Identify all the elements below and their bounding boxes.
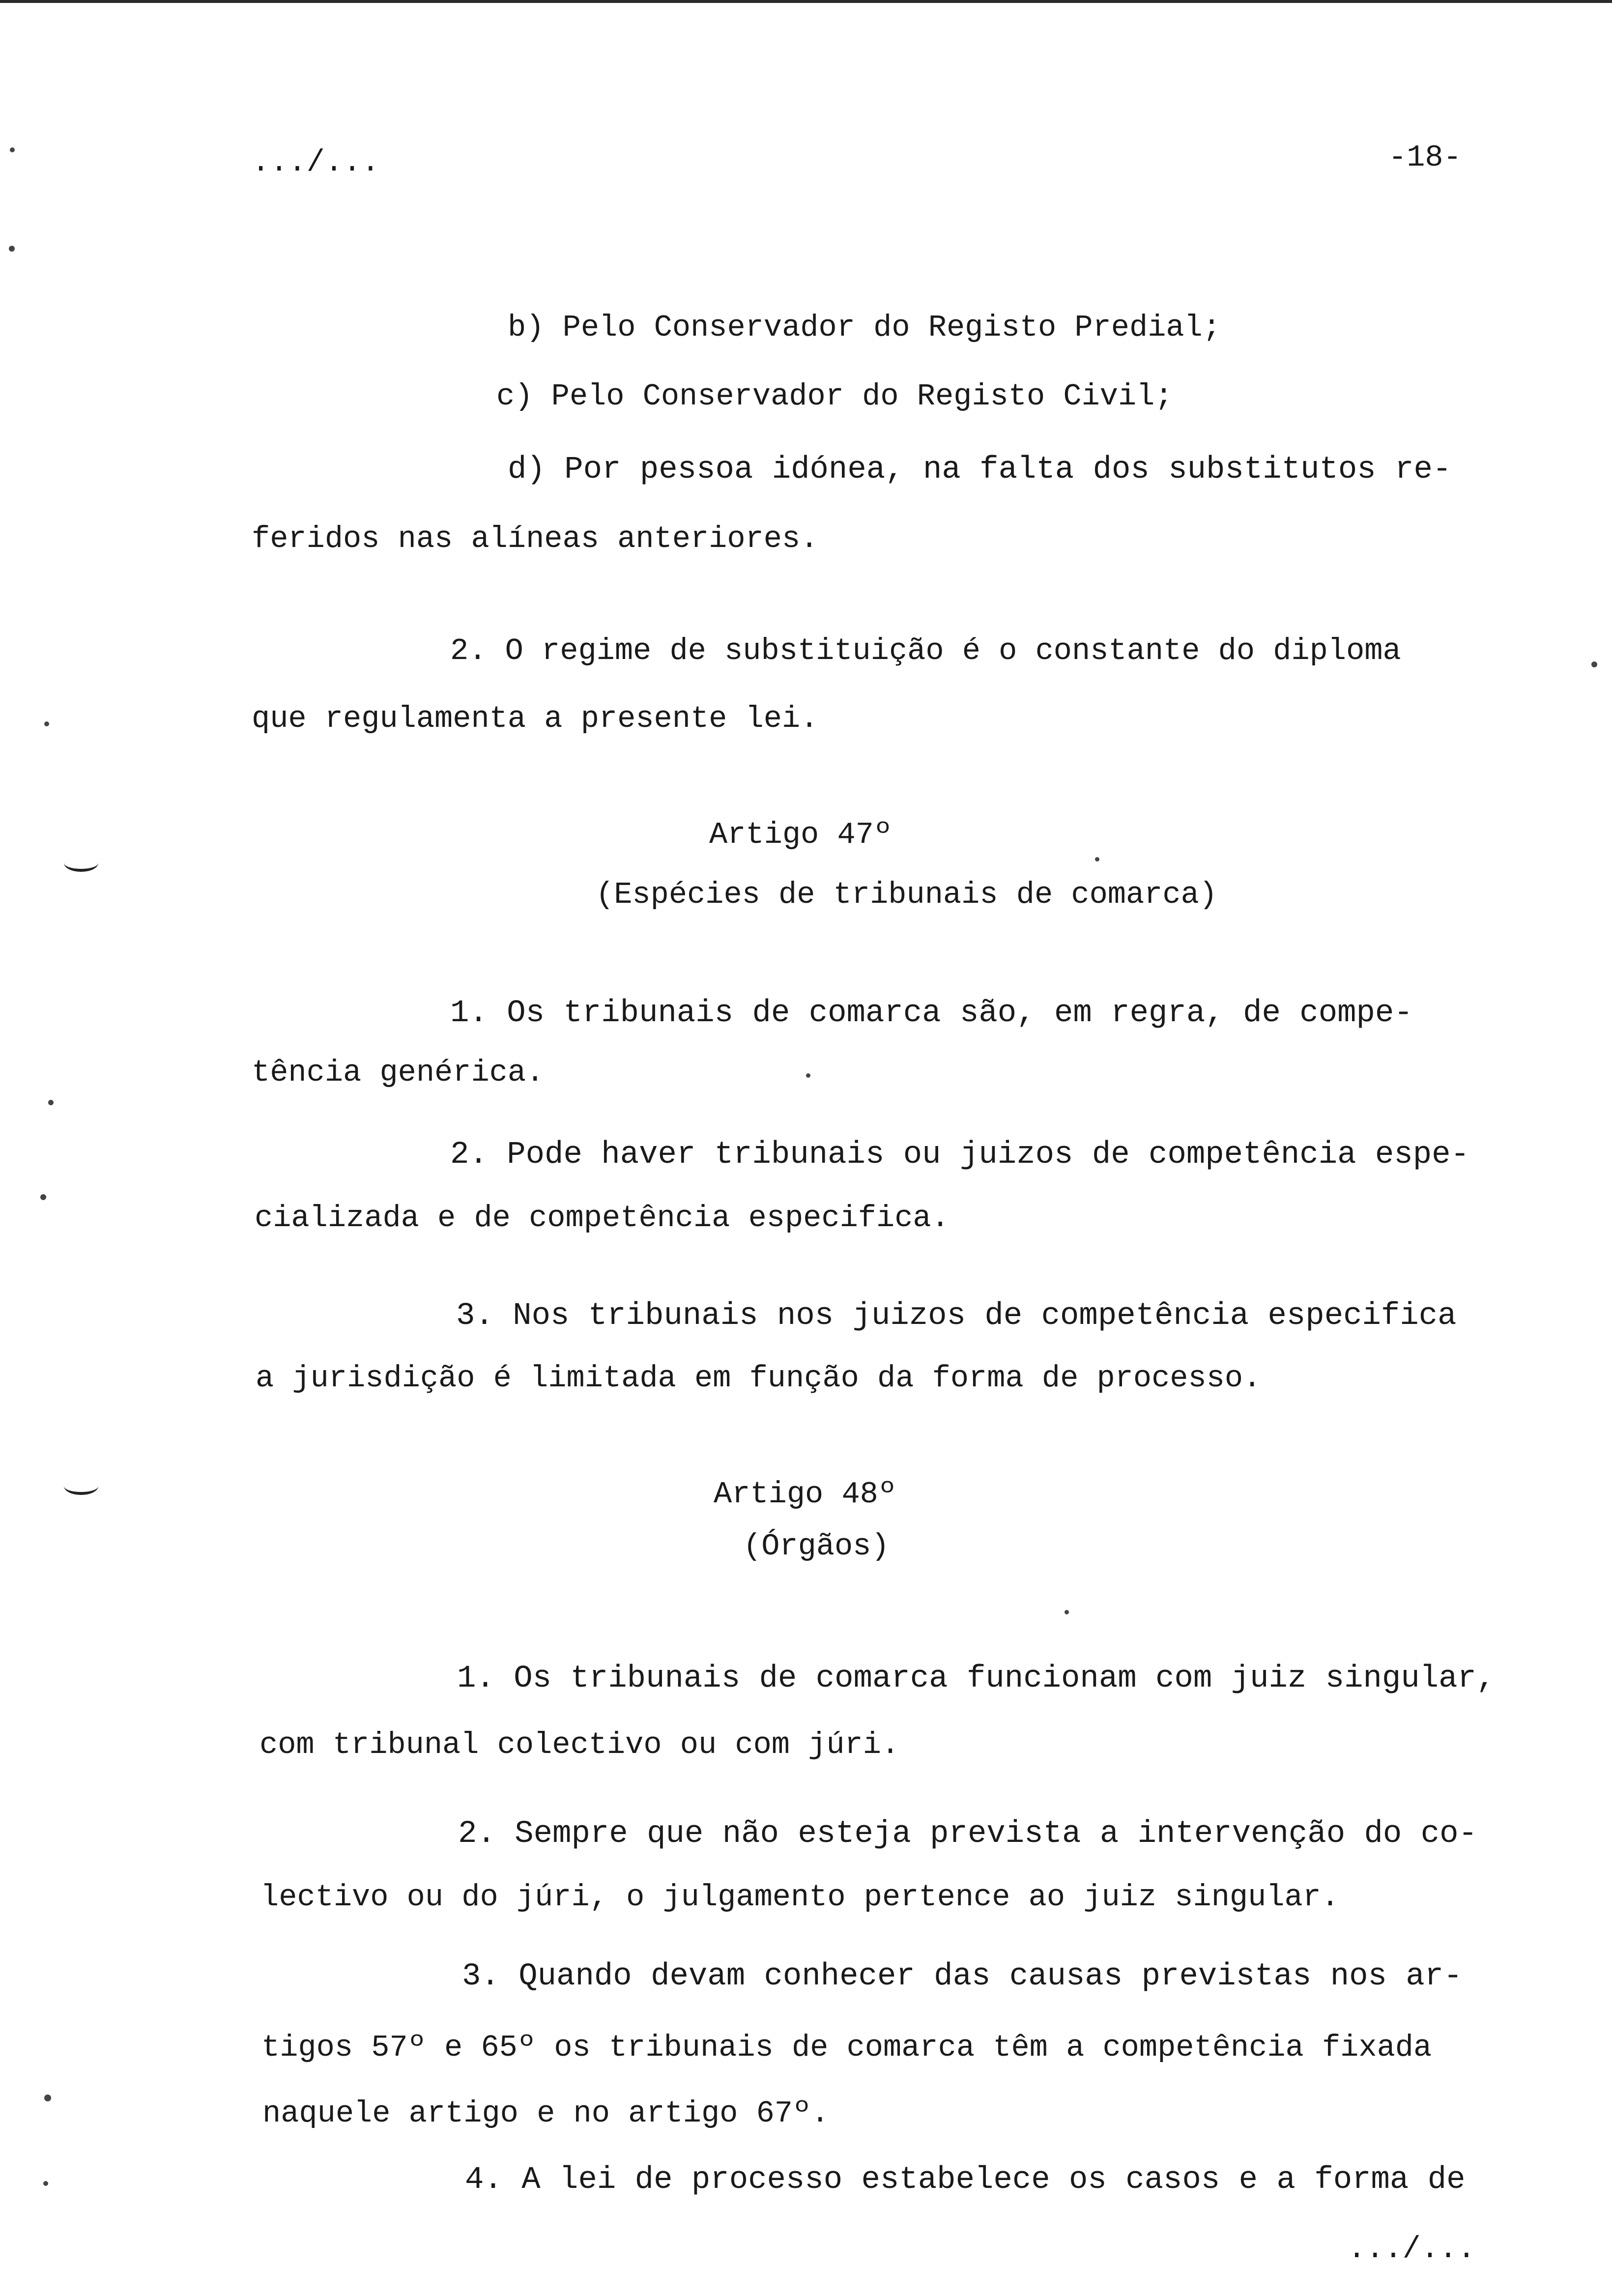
item-b: b) Pelo Conservador do Registo Predial; [508, 310, 1221, 345]
article-48-para-2-line-2: lectivo ou do júri, o julgamento pertence ao juiz singular. [260, 1880, 1340, 1915]
continuation-marker-bottom: .../... [1348, 2232, 1476, 2267]
scan-speck [10, 147, 15, 152]
scan-speck [1591, 661, 1597, 667]
scan-speck [44, 2095, 51, 2101]
scan-speck [806, 1073, 810, 1078]
article-47-subtitle: (Espécies de tribunais de comarca) [596, 877, 1218, 912]
article-47-para-3-line-2: a jurisdição é limitada em função da forma de processo. [256, 1361, 1262, 1396]
page-number: -18- [1388, 140, 1462, 175]
scan-speck [40, 1194, 46, 1200]
article-48-para-1-line-1: 1. Os tribunais de comarca funcionam com juiz singular, [457, 1661, 1496, 1696]
scan-speck [1095, 857, 1099, 861]
paragraph-2-line-2: que regulamenta a presente lei. [252, 701, 819, 736]
article-47-para-2-line-2: cializada e de competência especifica. [255, 1201, 950, 1235]
article-48-para-3-line-1: 3. Quando devam conhecer das causas previstas nos ar- [462, 1959, 1463, 1994]
scan-speck [9, 246, 15, 252]
page-top-border [0, 0, 1612, 3]
article-48-para-2-line-1: 2. Sempre que não esteja prevista a intervenção do co- [458, 1816, 1477, 1852]
scan-speck [1065, 1610, 1069, 1614]
article-47-para-3-line-1: 3. Nos tribunais nos juizos de competência especifica [456, 1298, 1457, 1334]
article-47-para-2-line-1: 2. Pode haver tribunais ou juizos de competência espe- [450, 1137, 1469, 1173]
article-48-para-4-line-1: 4. A lei de processo estabelece os casos e a forma de [465, 2162, 1466, 2198]
scan-artifact-mark [64, 1477, 98, 1495]
article-48-subtitle: (Órgãos) [743, 1529, 890, 1564]
paragraph-2-line-1: 2. O regime de substituição é o constante do diploma [450, 633, 1401, 668]
article-48-para-3-line-3: naquele artigo e no artigo 67º. [262, 2096, 830, 2131]
item-d-line-1: d) Por pessoa idónea, na falta dos substitutos re- [508, 452, 1452, 488]
item-c: c) Pelo Conservador do Registo Civil; [496, 379, 1173, 414]
article-47-para-1-line-2: tência genérica. [252, 1055, 545, 1090]
scan-speck [44, 721, 49, 726]
item-d-line-2: feridos nas alíneas anteriores. [252, 521, 819, 556]
article-48-para-1-line-2: com tribunal colectivo ou com júri. [259, 1727, 900, 1762]
scan-artifact-mark [64, 854, 98, 872]
article-47-para-1-line-1: 1. Os tribunais de comarca são, em regra, de compe- [450, 996, 1413, 1031]
scan-speck [48, 1100, 54, 1105]
article-48-para-3-line-2: tigos 57º e 65º os tribunais de comarca têm a competência fixada [261, 2030, 1432, 2065]
continuation-marker-top: .../... [252, 145, 380, 180]
scan-speck [43, 2181, 48, 2186]
article-47-title: Artigo 47º [709, 817, 892, 852]
article-48-title: Artigo 48º [714, 1477, 897, 1512]
